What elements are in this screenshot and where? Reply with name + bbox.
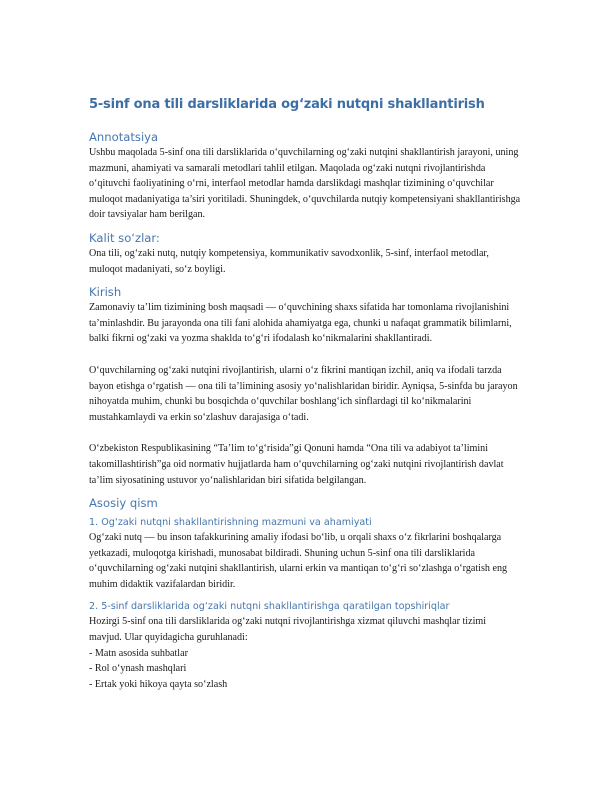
intro-paragraph-2: O‘quvchilarning og‘zaki nutqini rivojlantirish, ularni o‘z fikrini mantiqan izchil, aniq va ifodali tarzda bayon etishga o‘rgatish — ona tili ta’limining asosiy yo‘nalishlaridan biridir. Ayniqsa, 5-sinfda bu jarayon nihoyatda muhim, chunki bu bosqichda o‘quvchilar boshlang‘ich sinflardagi til ko‘nikmalarini mustahkamlaydi va erkin so‘zlashuv darajasiga o‘tadi. <box>89 364 518 423</box>
intro-heading: Kirish <box>89 285 122 300</box>
main-heading: Asosiy qism <box>89 496 158 511</box>
document-title: 5-sinf ona tili darsliklarida og‘zaki nutqni shakllantirish <box>89 97 485 112</box>
list-item: - Rol o‘ynash mashqlari <box>89 663 187 675</box>
subsection-1-text: Og‘zaki nutq — bu inson tafakkurining amaliy ifodasi bo‘lib, u orqali shaxs o‘z fikrlarini boshqalarga yetkazadi, muloqotga kirishadi, munosabat bildiradi. Shuning uchun 5-sinf ona tili darsliklarida o‘quvchilarning og‘zaki nutqini shakllantirish, ularni erkin va mantiqan to‘g‘ri so‘zlashga o‘rgatish eng muhim didaktik vazifalardan biridir. <box>89 532 508 590</box>
list-item: - Ertak yoki hikoya qayta so‘zlash <box>89 678 228 690</box>
annotation-heading: Annotatsiya <box>89 130 159 144</box>
document-page <box>89 96 521 692</box>
keywords-heading: Kalit so‘zlar: <box>89 230 160 245</box>
list-item: - Matn asosida suhbatlar <box>89 647 188 659</box>
subsection-2-heading: 2. 5-sinf darsliklarida og‘zaki nutqni shakllantirishga qaratilgan topshiriqlar <box>89 601 450 613</box>
subsection-1-heading: 1. Og‘zaki nutqni shakllantirishning mazmuni va ahamiyati <box>89 517 372 529</box>
intro-paragraph-1: Zamonaviy ta’lim tizimining bosh maqsadi — o‘quvchining shaxs sifatida har tomonlama rivojlanishini ta’minlashdir. Bu jarayonda ona tili fani alohida ahamiyatga ega, chunki u nafaqat grammatik bilimlarni, balki fikrni og‘zaki va yozma shaklda to‘g‘ri ifodalash ko‘nikmalarini shakllantiradi. <box>89 302 512 345</box>
keywords-text: Ona tili, og‘zaki nutq, nutqiy kompetensiya, kommunikativ savodxonlik, 5-sinf, interfaol metodlar, muloqot madaniyati, so‘z boyligi. <box>89 247 489 275</box>
intro-paragraph-3: O‘zbekiston Respublikasining “Ta’lim to‘g‘risida”gi Qonuni hamda “Ona tili va adabiyot ta’limini takomillashtirish”ga oid normativ hujjatlarda ham o‘quvchilarning og‘zaki nutqini rivojlantirish davlat ta’lim siyosatining ustuvor yo‘nalishlaridan biri sifatida belgilangan. <box>89 443 504 486</box>
subsection-2-text: Hozirgi 5-sinf ona tili darsliklarida og‘zaki nutqni rivojlantirishga xizmat qiluvchi mashqlar tizimi mavjud. Ular quyidagicha guruhlanadi: <box>89 616 487 644</box>
annotation-text: Ushbu maqolada 5-sinf ona tili darsliklarida o‘quvchilarning og‘zaki nutqini shakllantirish jarayoni, uning mazmuni, ahamiyati va samarali metodlari tahlil etilgan. Maqolada og‘zaki nutqni rivojlantirishda o‘qituvchi faoliyatining o‘rni, interfaol metodlar hamda darslikdagi mashqlar tizimining o‘quvchilar muloqot madaniyatiga ta’siri yoritiladi. Shuningdek, o‘quvchilarda nutqiy kompetensiyani shakllantirishga doir tavsiyalar ham berilgan. <box>89 147 521 221</box>
